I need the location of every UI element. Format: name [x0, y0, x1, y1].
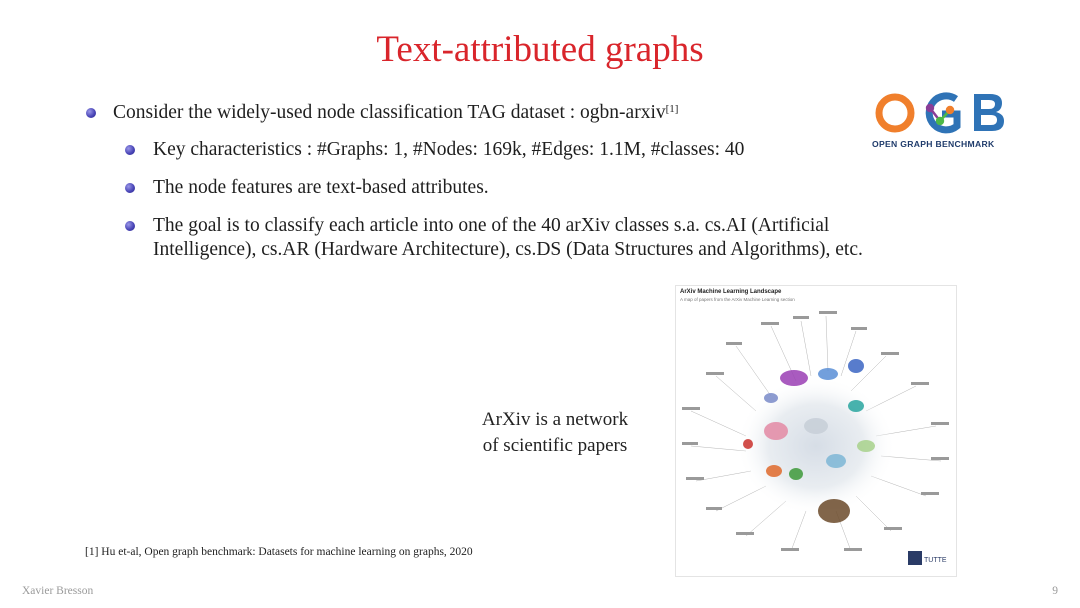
figure-caption-line2: of scientific papers: [482, 435, 628, 456]
sub-bullet-characteristics: Key characteristics : #Graphs: 1, #Nodes: 169k, #Edges: 1.1M, #classes: 40: [153, 139, 745, 160]
slide-title: Text-attributed graphs: [376, 29, 704, 70]
ogb-logo-b: [974, 94, 1004, 131]
figure-caption-line1: ArXiv is a network: [481, 409, 629, 430]
bullet-icon: [86, 108, 96, 118]
page-number: 9: [1052, 585, 1058, 597]
figure-title: ArXiv Machine Learning Landscape: [680, 289, 782, 295]
sub-bullet-goal-line2: Intelligence), cs.AR (Hardware Architecture), cs.DS (Data Structures and Algorithms), etc.: [153, 239, 863, 260]
ogb-logo-g: [926, 96, 957, 130]
landscape-map: [676, 286, 956, 576]
tutte-badge-icon: [908, 551, 922, 565]
sub-bullet-goal-line1: The goal is to classify each article into one of the 40 arXiv classes s.a. cs.AI (Artificial: [153, 215, 830, 236]
tutte-badge-text: TUTTE: [924, 557, 947, 564]
sub-bullet-icon: [125, 183, 135, 193]
arxiv-landscape-figure: [675, 285, 957, 577]
figure-subtitle: A map of papers from the ArXiv Machine Learning section: [680, 297, 795, 302]
bullet-main-text: [113, 101, 678, 125]
sub-bullet-icon: [125, 145, 135, 155]
footnote-reference: [1] Hu et-al, Open graph benchmark: Datasets for machine learning on graphs, 2020: [85, 546, 473, 558]
ogb-logo-o: [879, 97, 911, 129]
figure-caption: [455, 407, 655, 459]
sub-bullet-features: The node features are text-based attributes.: [153, 177, 489, 198]
citation-marker: [1]: [665, 103, 679, 115]
bullet-main-label: Consider the widely-used node classification TAG dataset : ogbn-arxiv: [113, 102, 666, 123]
author-footer: Xavier Bresson: [22, 585, 94, 597]
sub-bullet-icon: [125, 221, 135, 231]
ogb-logo-subtitle: OPEN GRAPH BENCHMARK: [872, 139, 995, 149]
